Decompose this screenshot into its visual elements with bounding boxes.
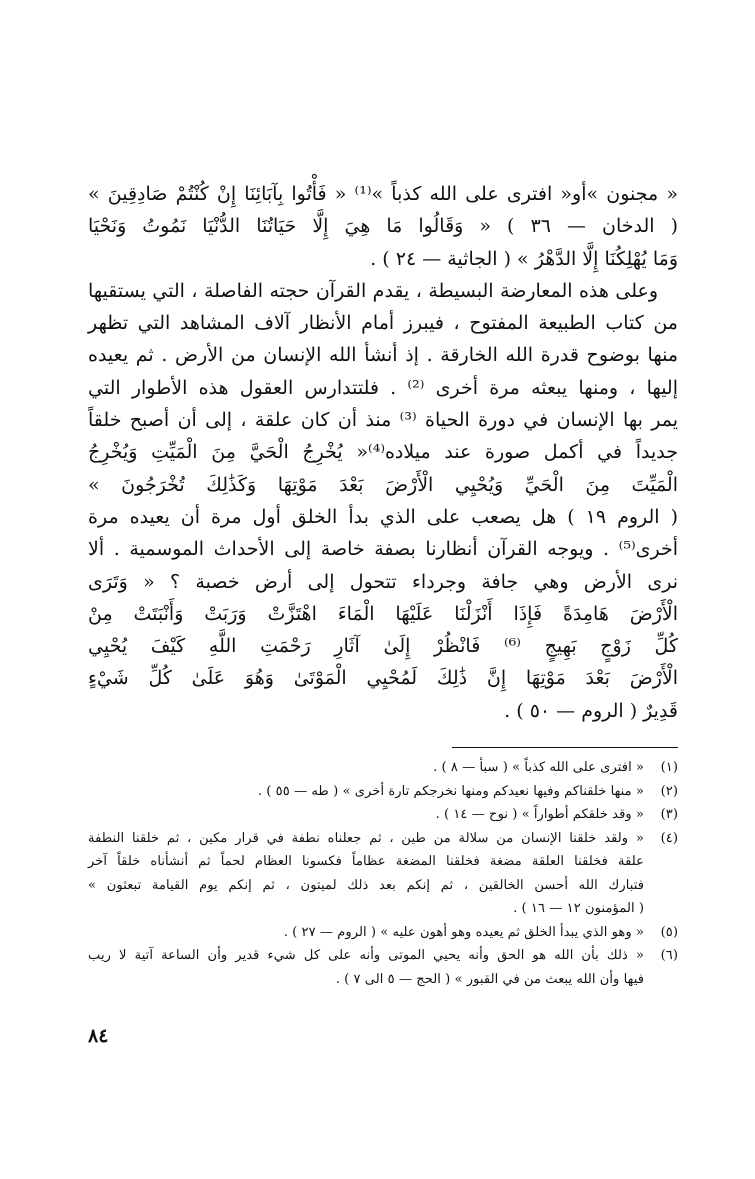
footnote-number: (٣) bbox=[660, 807, 678, 822]
text-line: جديداً في أكمل صورة عند ميلاده⁽⁴⁾« يُخْرِجُ الْحَيَّ مِنَ الْمَيِّتِ وَيُخْرِجُ bbox=[88, 441, 678, 464]
text-line: ( الدخان — ٣٦ ) « وَقَالُوا مَا هِيَ إِلَّا حَيَاتُنَا الدُّنْيَا نَمُوتُ وَنَحْيَا bbox=[88, 215, 678, 238]
footnote-line: علقة فخلقنا العلقة مضغة فخلقنا المضغة عظاماً فكسونا العظام لحماً ثم أنشأناه خلقاً آخر bbox=[88, 854, 644, 869]
footnote-line: « ذلك بأن الله هو الحق وأنه يحيي الموتى وأنه على كل شيء قدير وأن الساعة آتية لا ريب bbox=[88, 948, 644, 963]
footnote-line: فيها وأن الله يبعث من في القبور » ( الحج — ٥ الى ٧ ) . bbox=[335, 971, 644, 987]
text-line: الْأَرْضَ بَعْدَ مَوْتِهَا إِنَّ ذَٰلِكَ لَمُحْيِي الْمَوْتَىٰ وَهُوَ عَلَىٰ كُلِّ شَيْءٍ bbox=[88, 667, 678, 690]
text-line: وَمَا يُهْلِكُنَا إِلَّا الدَّهْرُ » ( الجاثية — ٢٤ ) . bbox=[370, 247, 678, 270]
footnote-line: « وهو الذي يبدأ الخلق ثم يعيده وهو أهون عليه » ( الروم — ٢٧ ) . bbox=[283, 924, 644, 940]
footnote-line: « وقد خلقكم أطواراً » ( نوح — ١٤ ) . bbox=[435, 807, 644, 822]
text-line: قَدِيرٌ ( الروم — ٥٠ ) . bbox=[504, 699, 678, 722]
page-number: ٨٤ bbox=[88, 1025, 109, 1047]
footnote-3 bbox=[88, 803, 678, 827]
text-line: منها بوضوح قدرة الله الخارقة . إذ أنشأ الله الإنسان من الأرض . ثم يعيده bbox=[88, 344, 678, 367]
footnote-line: فتبارك الله أحسن الخالقين ، ثم إنكم بعد ذلك لميتون ، ثم إنكم يوم القيامة تبعثون » bbox=[88, 877, 644, 893]
footnote-number: (١) bbox=[660, 760, 678, 775]
footnote-line: ( المؤمنون ١٢ — ١٦ ) . bbox=[513, 901, 644, 916]
text-line: « مجنون »أو« افترى على الله كذباً »⁽¹⁾ « فَأْتُوا بِآبَائِنَا إِنْ كُنْتُمْ صَادِقِينَ » bbox=[88, 183, 678, 205]
text-line: إليها ، ومنها يبعثه مرة أخرى ⁽²⁾ . فلتتدارس العقول هذه الأطوار التي bbox=[88, 376, 678, 399]
text-line: وعلى هذه المعارضة البسيطة ، يقدم القرآن حجته الفاصلة ، التي يستقيها bbox=[88, 279, 658, 302]
footnote-6 bbox=[88, 944, 678, 991]
footnote-number: (٤) bbox=[660, 830, 678, 846]
text-line: نرى الأرض وهي جافة وجرداء تتحول إلى أرض خصبة ؟ « وَتَرَى bbox=[88, 570, 678, 593]
footnote-line: « افترى على الله كذباً » ( سبأ — ٨ ) . bbox=[433, 760, 644, 775]
footnote-number: (٦) bbox=[660, 948, 678, 963]
text-line: الْمَيِّتَ مِنَ الْحَيِّ وَيُحْيِي الْأَرْضَ بَعْدَ مَوْتِهَا وَكَذَٰلِكَ تُخْرَجُونَ » bbox=[88, 473, 678, 496]
footnote-5 bbox=[88, 921, 678, 945]
text-line: الْأَرْضَ هَامِدَةً فَإِذَا أَنْزَلْنَا عَلَيْهَا الْمَاءَ اهْتَزَّتْ وَرَبَتْ وَأَنْبَتَتْ مِنْ bbox=[88, 602, 678, 625]
text-line: يمر بها الإنسان في دورة الحياة ⁽³⁾ منذ أن كان علقة ، إلى أن أصبح خلقاً bbox=[88, 409, 678, 432]
footnote-number: (٥) bbox=[660, 924, 678, 940]
text-line: ( الروم ١٩ ) هل يصعب على الذي بدأ الخلق أول مرة أن يعيده مرة bbox=[88, 505, 679, 528]
footnote-line: « ولقد خلقنا الإنسان من سلالة من طين ، ثم جعلناه نطفة في قرار مكين ، ثم خلقنا النطفة bbox=[88, 830, 644, 846]
text-line: من كتاب الطبيعة المفتوح ، فيبرز أمام الأنظار آلاف المشاهد التي تظهر bbox=[88, 312, 678, 335]
footnote-4 bbox=[88, 827, 678, 921]
footnote-separator bbox=[452, 747, 678, 748]
footnote-1 bbox=[88, 756, 678, 780]
text-line: كُلِّ زَوْجٍ بَهِيجٍ ⁽⁶⁾ فَانْظُرْ إِلَىٰ آثَارِ رَحْمَتِ اللَّهِ كَيْفَ يُحْيِي bbox=[88, 635, 678, 658]
text-line: أخرى⁽⁵⁾ . ويوجه القرآن أنظارنا بصفة خاصة إلى الأحداث الموسمية . ألا bbox=[88, 538, 678, 561]
footnote-number: (٢) bbox=[660, 783, 678, 799]
footnotes bbox=[88, 756, 678, 991]
footnote-line: « منها خلقناكم وفيها نعيدكم ومنها نخرجكم تارة أخرى » ( طه — ٥٥ ) . bbox=[257, 783, 644, 799]
footnote-2 bbox=[88, 780, 678, 804]
main-text bbox=[88, 178, 678, 727]
